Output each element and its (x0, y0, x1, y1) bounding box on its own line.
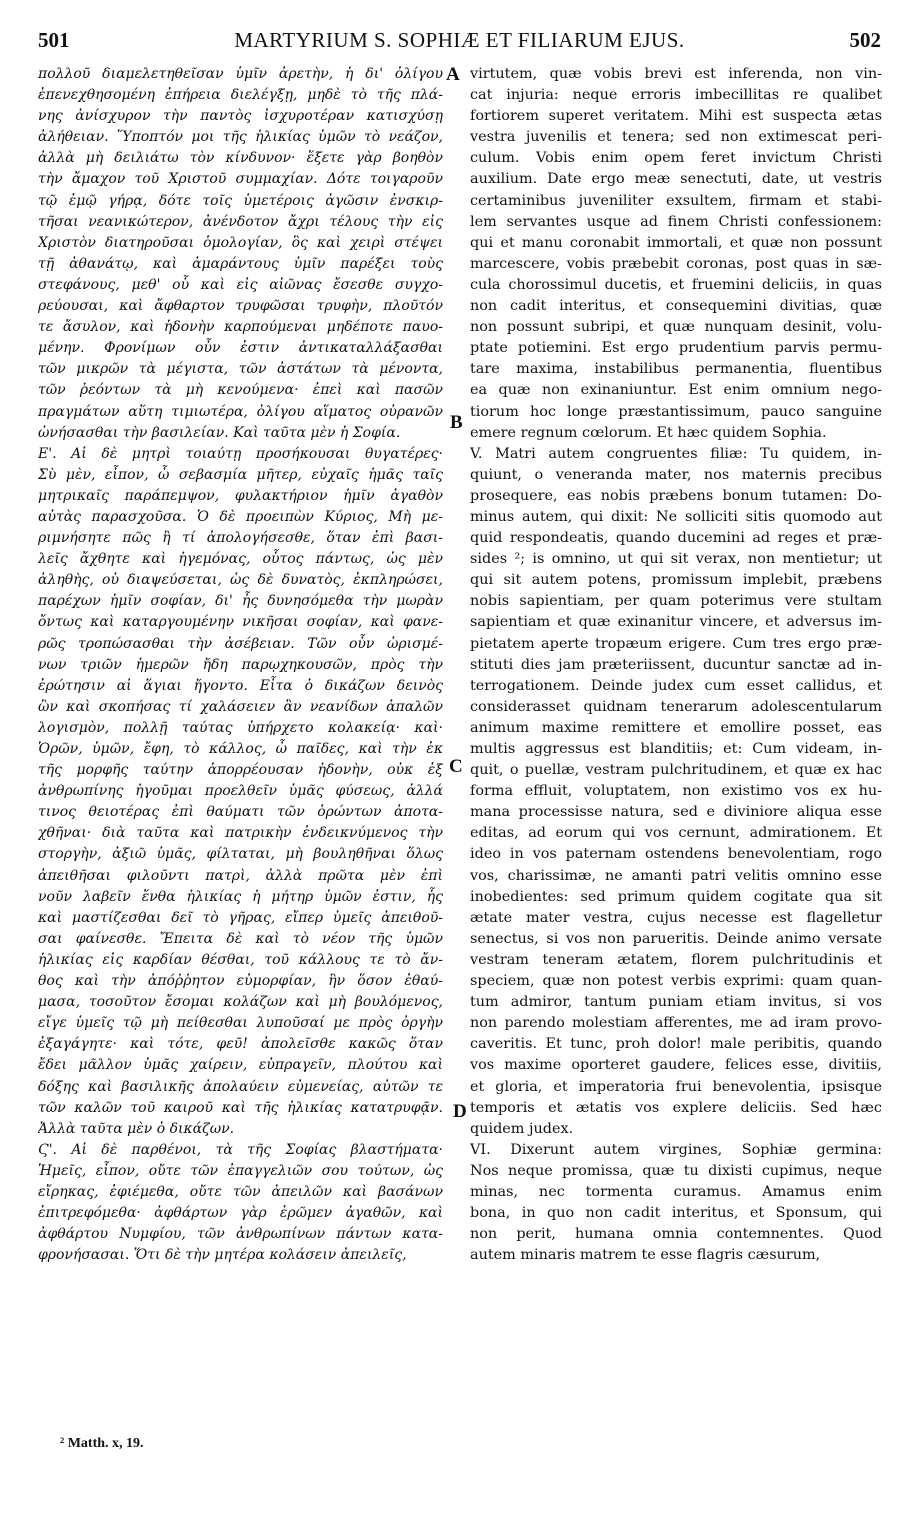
latin-text-line: quidem judex. (470, 1120, 574, 1137)
greek-text-line: Ε'. Αἱ δὲ μητρὶ τοιαύτῃ προσήκουσαι θυγατέρες· (38, 445, 443, 462)
footnote: ² Matth. x, 19. (60, 1436, 144, 1451)
greek-text-line: ρῶς τροπώσασθαι τὴν ἀσέβειαν. Τῶν οὖν ὡρισμέ- (38, 635, 443, 652)
latin-text-line: qui sit autem potens, promissum implebit, præbens (470, 572, 882, 589)
latin-text-line: speciem, quæ non potest verbis exprimi: quam quan- (470, 973, 882, 990)
latin-text-line: vos, charissimæ, ne amanti patri velitis omnino esse (470, 867, 882, 884)
greek-text-line: στοργὴν, ἀξιῶ ὑμᾶς, φίλταται, μὴ βουληθῆναι ὅλως (38, 846, 443, 863)
latin-text-line: et gloria, et imperatoria frui benevolentia, ipsisque (470, 1078, 882, 1095)
greek-text-line: νων τριῶν ἡμερῶν ἤδη παρῳχηκουσῶν, πρὸς τὴν (38, 656, 443, 673)
latin-text-line: bona, in quo non cadit interitus, et Sponsum, qui (470, 1205, 882, 1222)
latin-text-line: vestram teneram ætatem, florem pulchritudinis et (470, 951, 882, 968)
latin-text-line: cat injuria: neque erroris imbecillitas re qualibet (470, 87, 882, 104)
greek-text-line: καὶ μαστίζεσθαι δεῖ τὸ γῆρας, εἴπερ ὑμεῖς ἀπειθοῦ- (38, 909, 443, 926)
latin-text-line: ptate potiemini. Est ergo prudentium parvis permu- (470, 340, 882, 357)
greek-text-line: ἀνθρωπίνης ἡγοῦμαι προελθεῖν ὑμᾶς φύσεως, ἀλλά (38, 783, 443, 800)
latin-text-line: vos maxime oporteret gaudere, felices esse, divitiis, (470, 1057, 882, 1074)
latin-text-line: minus autem, qui dixit: Ne solliciti sitis quomodo aut (470, 508, 882, 525)
greek-text-line: αὐτὰς παρασχοῦσα. Ὁ δὲ προειπὼν Κύριος, Μὴ με- (38, 508, 443, 525)
latin-text-line: non cadit interitus, et consequemini divitias, quæ (470, 298, 882, 315)
margin-marker-d: D (453, 1101, 467, 1122)
latin-text-line: temporis et ætatis vos explere deliciis. Sed hæc (470, 1099, 882, 1116)
latin-text-line: sapientiam et quæ exinanitur vincere, et adversus im- (470, 614, 882, 631)
greek-text-line: μασα, τοσοῦτον ἔσομαι κολάζων καὶ μὴ βουλόμενος, (38, 994, 443, 1011)
greek-text-line: ἐπενεχθησομένη ἐπήρεια διελέγξῃ, μηδὲ τὸ τῆς πλά- (38, 87, 443, 104)
greek-text-line: Ϛ'. Αἱ δὲ παρθένοι, τὰ τῆς Σοφίας βλαστήματα· (38, 1141, 443, 1158)
latin-text-line: marcescere, vobis præbebit coronas, post quas in sæ- (470, 255, 882, 272)
latin-text-line: tum admiror, tantum puniam etiam invitus, si vos (470, 994, 882, 1011)
latin-text-line: quit, o puellæ, vestram pulchritudinem, et quæ ex hac (470, 762, 882, 779)
latin-text-line: VI. Dixerunt autem virgines, Sophiæ germina: (470, 1141, 882, 1158)
greek-text-line: ὢν καὶ σκοπήσας τί χαλάσειεν ἂν νεανίδων ἁπαλῶν (38, 698, 443, 715)
latin-text-line: quid respondeatis, quando ducemini ad reges et præ- (470, 530, 882, 547)
greek-text-line: τῶν μικρῶν τὰ μέγιστα, τῶν ἀστάτων τὰ μένοντα, (38, 361, 443, 378)
latin-text-line: nobis sapientiam, per quam poterimus vere stultam (470, 593, 882, 610)
latin-text-line: ideo in vos paternam ostendens benevolentiam, rogo (470, 846, 882, 863)
greek-text-line: ἔδει μᾶλλον ὑμᾶς χαίρειν, εὐπραγεῖν, πλούτου καὶ (38, 1057, 443, 1074)
latin-text-line: cula chorossimul ducetis, et fruemini deliciis, in quas (470, 276, 882, 293)
latin-text-line: V. Matri autem congruentes filiæ: Tu quidem, in- (470, 445, 882, 462)
greek-text-line: θος καὶ τὴν ἀπόῤῥητον εὐμορφίαν, ἣν ὅσον ἐθαύ- (38, 973, 443, 990)
latin-text-line: emere regnum cœlorum. Et hæc quidem Sophia. (470, 424, 827, 441)
latin-text-line: ætate mater vestra, cujus necesse est flagelletur (470, 909, 882, 926)
latin-text-line: lem servantes usque ad finem Christi confessionem: (470, 213, 882, 230)
greek-text-line: τινος θειοτέρας ἐπὶ θαύματι τῶν ὁρώντων ἀποτα- (38, 804, 443, 821)
greek-text-line: τὴν ἄμαχον τοῦ Χριστοῦ συμμαχίαν. Δότε τοιγαροῦν (38, 171, 443, 188)
greek-text-line: μένην. Φρονίμων οὖν ἐστιν ἀντικαταλλάξασθαι (38, 340, 443, 357)
greek-text-line: ἐξαγάγητε· καὶ τότε, φεῦ! ἀπολεῖσθε κακῶς ὅταν (38, 1036, 443, 1053)
latin-text-line: terrogationem. Deinde judex cum esset callidus, et (470, 677, 882, 694)
greek-text-line: τῆς μορφῆς ταύτην ἀπορρέουσαν ἡδονὴν, οὐκ ἐξ (38, 762, 443, 779)
greek-text-line: Ἡμεῖς, εἶπον, οὔτε τῶν ἐπαγγελιῶν σου τούτων, ὡς (38, 1162, 443, 1179)
greek-text-line: τῷ ἐμῷ γήρᾳ, δότε τοῖς ὑμετέροις ἀγῶσιν ἐνσκιρ- (38, 192, 443, 209)
latin-text-line: certaminibus juveniliter exsultem, firmam et stabi- (470, 192, 882, 209)
latin-text-line: editas, ad eorum qui vos cernunt, admirationem. Et (470, 825, 882, 842)
latin-text-line: forma effluit, voluptatem, non existimo vos ex hu- (470, 783, 882, 800)
greek-text-line: νης ἀνίσχυρον τὴν παντὸς ἰσχυροτέραν κατισχύσῃ (38, 108, 443, 125)
latin-text-column (470, 64, 882, 1266)
greek-text-line: Ὁρῶν, ὑμῶν, ἔφη, τὸ κάλλος, ὦ παῖδες, καὶ τὴν ἐκ (38, 741, 443, 757)
greek-text-line: πολλοῦ διαμελετηθεῖσαν ὑμῖν ἀρετὴν, ἡ δι' ὀλίγου (38, 66, 443, 82)
greek-text-line: ἐπιτρεφόμεθα· ἀφθάρτων γὰρ ἐρῶμεν ἀγαθῶν, καὶ (38, 1205, 443, 1222)
greek-text-line: ἀλλὰ μὴ δειλιάτω τὸν κίνδυνον· ἕξετε γὰρ βοηθὸν (38, 150, 443, 167)
latin-text-line: tiorum hoc longe præstantissimum, pauco sanguine (470, 403, 882, 420)
greek-text-line: ριμνήσητε πῶς ἢ τί ἀπολογήσεσθε, ὅταν ἐπὶ βασι- (38, 530, 443, 547)
greek-text-line: σαι φαίνεσθε. Ἔπειτα δὲ καὶ τὸ νέον τῆς ὑμῶν (38, 930, 443, 947)
greek-text-line: παρέχων ἡμῖν σοφίαν, δι' ἧς δυνησόμεθα τὴν μωρὰν (38, 593, 443, 610)
page-number-left: 501 (38, 28, 70, 52)
latin-text-line: autem minaris matrem te esse flagris cæsurum, (470, 1247, 821, 1264)
latin-text-line: quiunt, o veneranda mater, nos maternis precibus (470, 466, 882, 483)
latin-text-line: prosequere, eas nobis præbens bonum tutamen: Do- (470, 487, 882, 504)
margin-marker-a: A (446, 64, 460, 85)
running-title: MARTYRIUM S. SOPHIÆ ET FILIARUM EJUS. (234, 28, 685, 52)
latin-text-line: Nos neque promissa, quæ tu dixisti cupimus, neque (470, 1162, 882, 1179)
latin-text-line: non possunt subripi, et quæ nunquam desinit, volu- (470, 319, 882, 336)
greek-text-line: Σὺ μὲν, εἶπον, ὦ σεβασμία μῆτερ, εὐχαῖς ἡμᾶς ταῖς (38, 466, 443, 483)
greek-text-line: ρεύουσαι, καὶ ἄφθαρτον τρυφῶσαι τρυφὴν, πλοῦτόν (38, 298, 443, 315)
greek-text-line: πραγμάτων αὕτη τιμιωτέρα, ὀλίγου αἵματος οὐρανῶν (38, 403, 443, 420)
latin-text-line: culum. Vobis enim opem feret invictum Christi (470, 150, 882, 167)
greek-text-line: φρονήσασαι. Ὅτι δὲ τὴν μητέρα κολάσειν ἀπειλεῖς, (38, 1247, 407, 1264)
greek-text-column (38, 64, 443, 1266)
latin-text-line: senectus, si vos non parueritis. Deinde animo versate (470, 930, 882, 947)
latin-text-line: tare maxima, instabilibus permanentia, fluentibus (470, 361, 882, 378)
greek-text-line: δόξης καὶ βασιλικῆς ἀπολαύειν εὐμενείας, αὐτῶν τε (38, 1078, 443, 1095)
latin-text-line: pietatem aperte tropæum erigere. Cum tres ergo præ- (470, 635, 882, 652)
greek-text-line: στεφάνους, μεθ' οὗ καὶ εἰς αἰῶνας ἔσεσθε συγχο- (38, 276, 443, 293)
latin-text-line: considerasset quidnam tenerarum adolescentularum (470, 698, 882, 715)
greek-text-line: Χριστὸν διατηροῦσαι ὁμολογίαν, ὃς καὶ χειρὶ στέψει (38, 234, 443, 251)
greek-text-line: λεῖς ἄχθητε καὶ ἡγεμόνας, οὗτος πάντως, ὡς μὲν (38, 551, 443, 568)
greek-text-line: τῆσαι νεανικώτερον, ἀνένδοτον ἄχρι τέλους τὴν εἰς (38, 213, 443, 230)
greek-text-line: ἀφθάρτου Νυμφίου, τῶν ἀνθρωπίνων πάντων κατα- (38, 1226, 443, 1243)
latin-text-line: inobedientes: sed primum quidem cogitate qua sit (470, 888, 882, 905)
greek-text-line: τε ἄσυλον, καὶ ἡδονὴν καρπούμεναι μηδέποτε παυο- (38, 319, 443, 336)
latin-text-line: non parendo molestiam afferentes, me ad iram provo- (470, 1015, 882, 1032)
latin-text-line: multis aggressus est blanditiis; et: Cum videam, in- (470, 741, 882, 757)
latin-text-line: mana processisse natura, sed e diviniore aliqua esse (470, 804, 882, 821)
greek-text-line: ἀληθὴς, οὐ διαψεύσεται, ὡς δὲ δυνατὸς, ἐκπληρώσει, (38, 572, 443, 589)
greek-text-line: εἴρηκας, ἐφιέμεθα, οὔτε τῶν ἀπειλῶν καὶ βασάνων (38, 1183, 443, 1200)
greek-text-line: ἀλήθειαν. Ὕποπτόν μοι τῆς ἡλικίας ὑμῶν τὸ νεάζον, (38, 129, 443, 146)
latin-text-line: ea quæ non exinaniuntur. Est enim omnium nego- (470, 382, 882, 399)
latin-text-line: fortiorem superet veritatem. Mihi est suspecta ætas (470, 108, 882, 125)
page-number-right: 502 (849, 28, 881, 52)
latin-text-line: animum maxime remittere et emollire posset, eas (470, 719, 882, 736)
greek-text-line: τῶν ῥεόντων τὰ μὴ κενούμενα· ἐπεὶ καὶ πασῶν (38, 382, 443, 399)
latin-text-line: qui et manu coronabit immortali, et quæ non possunt (470, 234, 882, 251)
greek-text-line: εἴγε ὑμεῖς τῷ μὴ πείθεσθαι λυποῦσαί με πρὸς ὀργὴν (38, 1015, 443, 1032)
greek-text-line: ἡλικίας εἰς καρδίαν θέσθαι, τοῦ κάλλους τε τὸ ἄν- (38, 951, 443, 968)
page-header (38, 28, 881, 62)
greek-text-line: Ἀλλὰ ταῦτα μὲν ὁ δικάζων. (38, 1120, 235, 1137)
margin-marker-b: B (450, 412, 463, 433)
greek-text-line: ἀπειθῆσαι φιλοῦντι πατρὶ, ἀλλὰ πρῶτα μὲν ἐπὶ (38, 867, 443, 884)
margin-marker-c: C (449, 756, 463, 777)
greek-text-line: χθῆναι· διὰ ταῦτα καὶ πατρικὴν ἐνδεικνύμενος τὴν (38, 825, 443, 842)
latin-text-line: minas, nec tormenta curamus. Amamus enim (470, 1183, 882, 1200)
latin-text-line: stituti dies jam præteriissent, ducuntur sanctæ ad in- (470, 656, 882, 673)
greek-text-line: μητρικαῖς παράπεμψον, φυλακτήριον ἡμῖν ἀγαθὸν (38, 487, 443, 504)
greek-text-line: ὠνήσασθαι τὴν βασιλείαν. Καὶ ταῦτα μὲν ἡ Σοφία. (38, 424, 401, 441)
greek-text-line: τῶν καλῶν τοῦ καιροῦ καὶ τῆς ἡλικίας κατατρυφᾷν. (38, 1099, 443, 1116)
greek-text-line: νοῦν λαβεῖν ἔνθα ἡλικίας ἡ μήτηρ ὑμῶν ἐστιν, ἧς (38, 888, 443, 905)
greek-text-line: ἐρώτησιν αἱ ἅγιαι ἤγοντο. Εἶτα ὁ δικάζων δεινὸς (38, 677, 443, 694)
latin-text-line: virtutem, quæ vobis brevi est inferenda, non vin- (470, 66, 882, 82)
latin-text-line: auxilium. Date ergo meæ senectuti, date, ut vestris (470, 171, 882, 188)
greek-text-line: λογισμὸν, πολλῇ ταύτας ὑπήρχετο κολακείᾳ· καὶ· (38, 719, 443, 736)
greek-text-line: ὄντως καὶ καταργουμένην νικῆσαι σοφίαν, καὶ φανε- (38, 614, 443, 631)
latin-text-line: caveritis. Et tunc, proh dolor! male peribitis, quando (470, 1036, 882, 1053)
greek-text-line: τῇ ἀθανάτῳ, καὶ ἀμαράντους ὑμῖν παρέξει τοὺς (38, 255, 443, 272)
latin-text-line: vestra juvenilis et tenera; sed non extimescat peri- (470, 129, 882, 146)
latin-text-line: sides ²; is omnino, ut qui sit verax, non mentietur; ut (470, 551, 882, 568)
latin-text-line: non perit, humana omnia contemnentes. Quod (470, 1226, 882, 1243)
